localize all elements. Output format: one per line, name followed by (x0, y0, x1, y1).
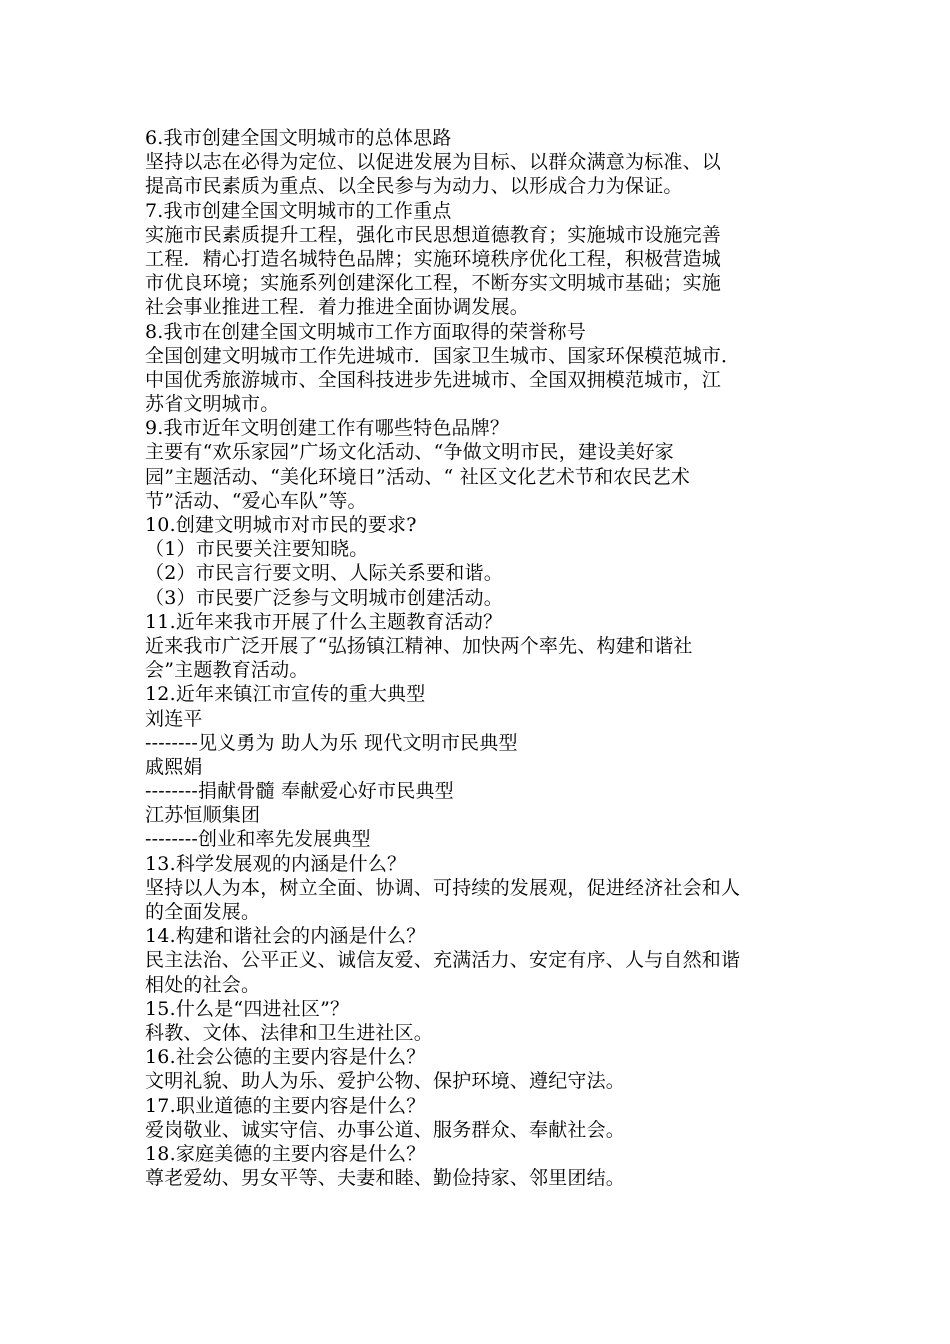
text-line: 全国创建文明城市工作先进城市．国家卫生城市、国家环保模范城市． (145, 344, 741, 367)
text-line: 中国优秀旅游城市、全国科技进步先进城市、全国双拥模范城市，江 (145, 368, 722, 391)
text-line: 相处的社会。 (145, 973, 261, 996)
text-line: 8.我市在创建全国文明城市工作方面取得的荣誉称号 (145, 320, 586, 343)
text-line: 市优良环境；实施系列创建深化工程，不断夯实文明城市基础；实施 (145, 272, 722, 295)
text-line: 9.我市近年文明创建工作有哪些特色品牌？ (145, 417, 510, 440)
text-line: --------见义勇为 助人为乐 现代文明市民典型 (145, 731, 518, 754)
text-line: （2）市民言行要文明、人际关系要和谐。 (145, 562, 503, 585)
text-line: 16.社会公德的主要内容是什么？ (145, 1046, 426, 1069)
text-line: 10.创建文明城市对市民的要求? (145, 514, 417, 536)
text-line: 11.近年来我市开展了什么主题教育活动？ (145, 610, 503, 633)
text-line: 社会事业推进工程．着力推进全面协调发展。 (145, 296, 530, 319)
text-line: 节”活动、“爱心车队”等。 (145, 489, 367, 512)
text-line: 6.我市创建全国文明城市的总体思路 (145, 127, 452, 149)
text-line: 14.构建和谐社会的内涵是什么？ (145, 925, 426, 948)
text-line: 坚持以人为本，树立全面、协调、可持续的发展观，促进经济社会和人 (145, 876, 741, 899)
text-line: 提高市民素质为重点、以全民参与为动力、以形成合力为保证。 (145, 175, 683, 198)
text-line: 的全面发展。 (145, 901, 261, 923)
text-line: 工程．精心打造名城特色品牌；实施环境秩序优化工程，积极营造城 (145, 247, 722, 270)
text-line: 主要有“欢乐家园”广场文化活动、“争做文明市民，建设美好家 (145, 441, 674, 464)
text-line: 18.家庭美德的主要内容是什么？ (145, 1142, 426, 1165)
document-body (145, 126, 813, 1190)
text-line: 苏省文明城市。 (145, 393, 280, 416)
text-line: （1）市民要关注要知晓。 (145, 538, 369, 561)
text-line: 实施市民素质提升工程，强化市民思想道德教育；实施城市设施完善 (145, 223, 722, 246)
text-line: 爱岗敬业、诚实守信、办事公道、服务群众、奉献社会。 (145, 1118, 626, 1141)
text-line: 17.职业道德的主要内容是什么？ (145, 1094, 426, 1117)
text-line: --------创业和率先发展典型 (145, 828, 371, 851)
text-line: 园”主题活动、“美化环境日”活动、“ 社区文化艺术节和农民艺术 (145, 465, 691, 488)
text-line: --------捐献骨髓 奉献爱心好市民典型 (145, 780, 454, 803)
text-line: 13.科学发展观的内涵是什么？ (145, 852, 407, 875)
text-line: 尊老爱幼、男女平等、夫妻和睦、勤俭持家、邻里团结。 (145, 1167, 626, 1190)
text-line: 7.我市创建全国文明城市的工作重点 (145, 199, 452, 222)
text-line: 科教、文体、法律和卫生进社区。 (145, 1021, 434, 1044)
text-line: 戚熙娟 (145, 755, 203, 778)
text-line: 刘连平 (145, 707, 203, 730)
text-line: 文明礼貌、助人为乐、爱护公物、保护环境、遵纪守法。 (145, 1070, 626, 1093)
text-line: 坚持以志在必得为定位、以促进发展为目标、以群众满意为标准、以 (145, 151, 722, 174)
text-line: 12.近年来镇江市宣传的重大典型 (145, 683, 426, 706)
text-line: 江苏恒顺集团 (145, 804, 261, 827)
text-line: 会”主题教育活动。 (145, 659, 309, 682)
text-line: （3）市民要广泛参与文明城市创建活动。 (145, 586, 503, 609)
text-line: 民主法治、公平正义、诚信友爱、充满活力、安定有序、人与自然和谐 (145, 949, 741, 972)
text-line: 近来我市广泛开展了“弘扬镇江精神、加快两个率先、构建和谐社 (145, 634, 693, 657)
text-line: 15.什么是“四进社区”？ (145, 997, 350, 1020)
